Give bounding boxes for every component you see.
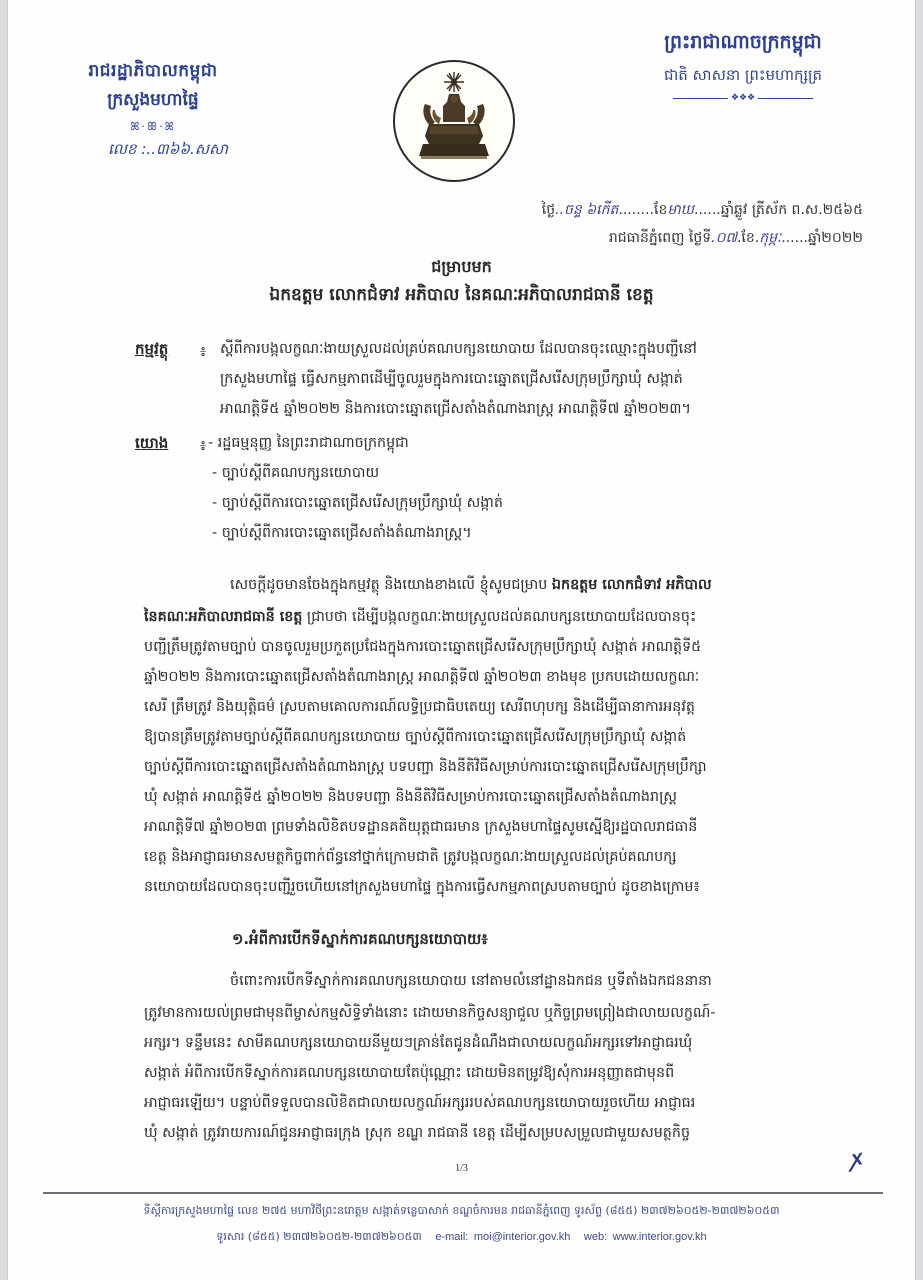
addressee: ឯកឧត្តម លោកជំទាវ អភិបាល នៃគណៈអភិបាលរាជធានី ខេត្ត (269, 285, 654, 305)
section-line: អាជ្ញាធរឡើយ។ បន្ទាប់ពីទទួលបានលិខិតជាលាយលក្ខណ៍អក្សររបស់គណបក្សនយោបាយរួចហើយ អាជ្ញាធរ (144, 1095, 696, 1111)
reference-item: - ច្បាប់ស្តីពីការបោះឆ្នោតជ្រើសតាំងតំណាងរាស្ត្រ។ (212, 525, 472, 541)
reference-item: - រដ្ឋធម្មនុញ្ញ នៃព្រះរាជាណាចក្រកម្ពុជា (208, 435, 409, 451)
section-line: សង្កាត់ អំពីការបើកទីស្នាក់ការគណបក្សនយោបាយតែប៉ុណ្ណោះ ដោយមិនតម្រូវឱ្យសុំការអនុញ្ញាតជាមុនពី (144, 1065, 675, 1081)
sender-block (78, 60, 228, 162)
footer-contact (8, 1230, 915, 1246)
page-number: 1/3 (455, 1163, 468, 1174)
section-line: ត្រូវមានការយល់ព្រមជាមុនពីម្ចាស់កម្មសិទ្ធិទាំងនោះ ដោយមានកិច្ចសន្យាជួល ឬកិច្ចព្រមព្រៀងជាលាយលក្ខណ៍- (144, 1005, 716, 1021)
lunar-month-value: មាឃ (667, 202, 695, 218)
royal-emblem-icon (393, 60, 515, 182)
paragraph-line: ឱ្យបានត្រឹមត្រូវតាមច្បាប់ស្តីពីគណបក្សនយោបាយ ច្បាប់ស្តីពីការបោះឆ្នោតជ្រើសរើសក្រុមប្រឹក្សាឃុំ សង្កាត់ (144, 729, 687, 745)
solar-month-value: កុម្ភៈ (759, 230, 782, 246)
footer-email-label: e-mail: (435, 1231, 469, 1243)
section-line: អក្សរ។ ទន្ទឹមនេះ សាមីគណបក្សនយោបាយនីមួយៗគ្រាន់តែជូនដំណឹងជាលាយលក្ខណ៍អក្សរទៅអាជ្ញាធរឃុំ (144, 1035, 693, 1051)
subject-line: ក្រសួងមហាផ្ទៃ ធ្វើសកម្មភាពដើម្បីចូលរួមក្នុងការបោះឆ្នោតជ្រើសរើសក្រុមប្រឹក្សាឃុំ សង្កាត់ (220, 371, 683, 387)
footer-fax: ទូរសារ (៨៥៥) ២៣៧២៦០៥២-២៣៧២៦០៥៣ (216, 1230, 422, 1243)
paragraph-line: ឆ្នាំ២០២២ និងការបោះឆ្នោតជ្រើសតាំងតំណាងរាស្ត្រ អាណត្តិទី៧ ឆ្នាំ២០២៣ ខាងមុខ ប្រកបដោយលក្ខណៈ (144, 669, 700, 685)
reference-item: - ច្បាប់ស្តីពីការបោះឆ្នោតជ្រើសរើសក្រុមប្រឹក្សាឃុំ សង្កាត់ (212, 495, 503, 511)
footer-divider (43, 1192, 883, 1194)
letter-page (8, 0, 915, 1280)
solar-day-value: .០៧ (711, 230, 737, 246)
reference-colon: ៖ (200, 438, 207, 454)
kingdom-title: ព្រះរាជាណាចក្រកម្ពុជា (664, 31, 822, 53)
salutation: ជម្រាបមក (431, 257, 492, 276)
scan-border-right (915, 0, 923, 1280)
paragraph-line: អាណត្តិទី៧ ឆ្នាំ២០២៣ ព្រមទាំងលិខិតបទដ្ឋានគតិយុត្តជាធរមាន ក្រសួងមហាផ្ទៃសូមស្នើឱ្យរដ្ឋបាលរាជធានី (144, 819, 698, 835)
paragraph-line: នៃគណៈអភិបាលរាជធានី ខេត្ត ជ្រាបថា ដើម្បីបង្កលក្ខណៈងាយស្រួលដល់គណបក្សនយោបាយដែលបានចុះ (144, 609, 697, 625)
section-line: ឃុំ សង្កាត់ ត្រូវរាយការណ៍ជូនអាជ្ញាធរក្រុង ស្រុក ខណ្ឌ រាជធានី ខេត្ត ដើម្បីសម្របសម្រួលជាមួយសមត្ថកិច្ច (144, 1125, 691, 1141)
footer-web-label: web: (583, 1231, 608, 1243)
section-heading: ១.អំពីការបើកទីស្នាក់ការគណបក្សនយោបាយ៖ (232, 930, 488, 948)
scan-border-left (0, 0, 8, 1280)
subject-line: ស្តីពីការបង្កលក្ខណៈងាយស្រួលដល់គ្រប់គណបក្សនយោបាយ ដែលបានចុះឈ្មោះក្នុងបញ្ជីនៅ (220, 341, 697, 357)
kingdom-block (598, 30, 888, 103)
reference-item: - ច្បាប់ស្តីពីគណបក្សនយោបាយ (212, 465, 380, 481)
paragraph-line: នយោបាយដែលបានចុះបញ្ជីរួចហើយនៅក្រសួងមហាផ្ទៃ ក្នុងការធ្វើសកម្មភាពស្របតាមច្បាប់ ដូចខាងក្រោម៖ (144, 879, 700, 895)
handwritten-initials: ꭗ (847, 1145, 864, 1171)
paragraph-line: សេរី ត្រឹមត្រូវ និងយុត្តិធម៌ ស្របតាមគោលការណ៍លទ្ធិប្រជាធិបតេយ្យ សេរីពហុបក្ស និងដើម្បីធានាការអនុវត្ត (144, 699, 695, 715)
paragraph-line: បញ្ជីត្រឹមត្រូវតាមច្បាប់ បានចូលរួមប្រកួតប្រជែងក្នុងការបោះឆ្នោតជ្រើសរើសក្រុមប្រឹក្សាឃុំ សង្កាត់ អាណត្តិទី៥ (144, 639, 702, 655)
paragraph-line: សេចក្តីដូចមានចែងក្នុងកម្មវត្ថុ និងយោងខាងលើ ខ្ញុំសូមជម្រាប ឯកឧត្តម លោកជំទាវ អភិបាល (230, 577, 712, 593)
footer-address: ទីស្តីការក្រសួងមហាផ្ទៃ លេខ ២៧៥ មហាវិថីព្រះនរោត្តម សង្កាត់ទន្លេបាសាក់ ខណ្ឌចំការមន រាជធានីភ្នំពេញ ទូរស័ព្ទ (៨៥៥) ២៣៧២៦០៥២-២៣៧២៦០៥៣ (143, 1204, 780, 1217)
lunar-date: ថ្ងៃ..ចន្ទ ៦កើត........ខែមាឃ......ឆ្នាំឆ្លូវ ត្រីស័ក ព.ស.២៥៦៥ (541, 202, 863, 218)
footer-email[interactable]: moi@interior.gov.kh (473, 1231, 571, 1243)
solar-date: រាជធានីភ្នំពេញ ថ្ងៃទី.០៧.ខែ.កុម្ភៈ......ឆ្នាំ២០២២ (608, 230, 863, 246)
subject-label: កម្មវត្ថុ (135, 340, 169, 358)
ministry-name: ក្រសួងមហាផ្ទៃ (107, 90, 199, 110)
paragraph-line: ឃុំ សង្កាត់ អាណត្តិទី៥ ឆ្នាំ២០២២ និងបទបញ្ជា និងនីតិវិធីសម្រាប់ការបោះឆ្នោតជ្រើសតាំងតំណាងរាស្ត្រ (144, 789, 677, 805)
reference-label: យោង (135, 434, 169, 452)
government-name: រាជរដ្ឋាភិបាលកម្ពុជា (88, 61, 218, 81)
lunar-day-value: ..ចន្ទ ៦កើត (555, 202, 619, 218)
section-line: ចំពោះការបើកទីស្នាក់ការគណបក្សនយោបាយ នៅតាមលំនៅដ្ឋានឯកជន ឬទីតាំងឯកជននានា (230, 973, 712, 989)
reference-number (78, 140, 228, 162)
subject-line: អាណត្តិទី៥ ឆ្នាំ២០២២ និងការបោះឆ្នោតជ្រើសតាំងតំណាងរាស្ត្រ អាណត្តិទី៧ ឆ្នាំ២០២៣។ (220, 401, 691, 417)
ref-label: លេខ : (108, 140, 147, 158)
ornament-divider: ꕤ·ꕥ·ꕤ (130, 120, 176, 133)
subject-colon: ៖ (200, 344, 207, 360)
ornament-divider: ❖❖❖ (673, 98, 813, 103)
paragraph-line: ច្បាប់ស្តីពីការបោះឆ្នោតជ្រើសតាំងតំណាងរាស្ត្រ បទបញ្ជា និងនីតិវិធីសម្រាប់ការបោះឆ្នោតជ្រើសរើសក្រុមប្រឹក្សា (144, 759, 707, 775)
footer-web[interactable]: www.interior.gov.kh (612, 1231, 707, 1243)
paragraph-line: ខេត្ត និងអាជ្ញាធរមានសមត្ថកិច្ចពាក់ព័ន្ធនៅថ្នាក់ក្រោមជាតិ ត្រូវបង្កលក្ខណៈងាយស្រួលដល់គ្រប់គណបក្ស (144, 849, 677, 865)
ref-value: ..៣៦៦.សសា (146, 140, 229, 158)
national-motto: ជាតិ សាសនា ព្រះមហាក្សត្រ (663, 66, 823, 84)
